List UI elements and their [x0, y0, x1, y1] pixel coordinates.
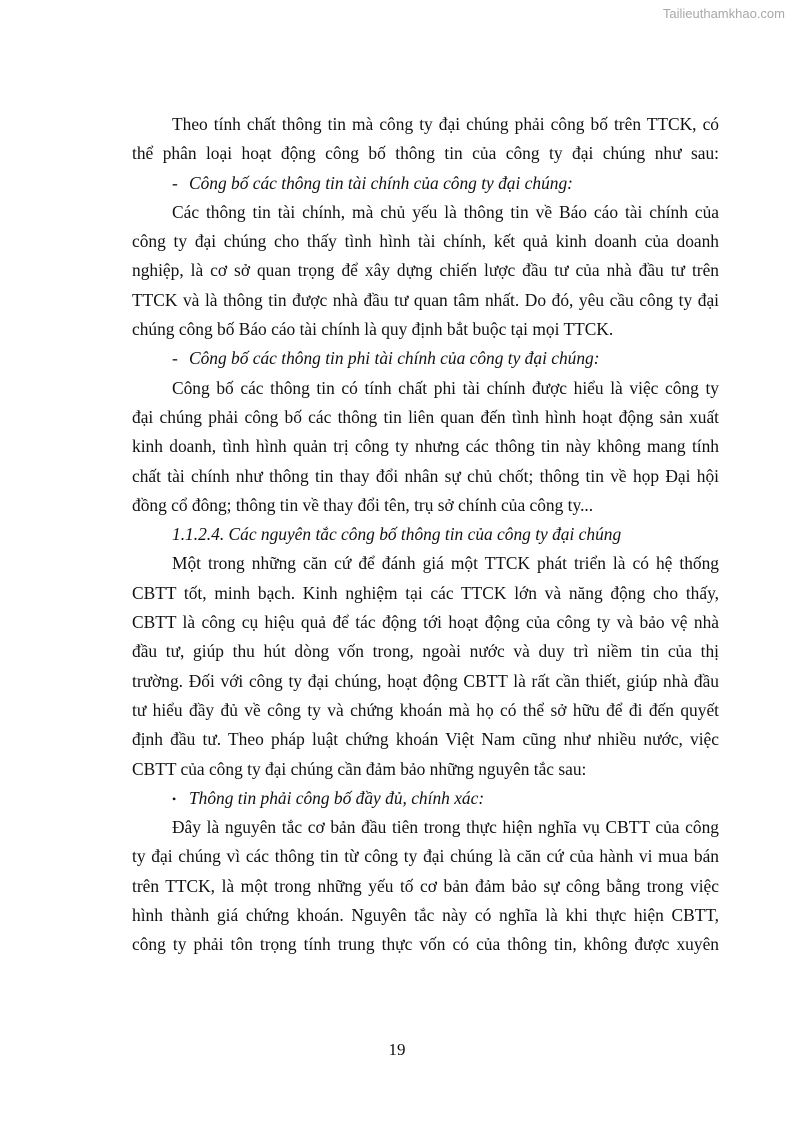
- paragraph-line: công ty đại chúng cho thấy tình hình tài chính, kết quả kinh doanh của doanh: [132, 231, 719, 252]
- bullet-mark: •: [172, 791, 177, 806]
- paragraph-line: thể phân loại hoạt động công bố thông tin của công ty đại chúng như sau:: [132, 143, 719, 164]
- paragraph-line: chất tài chính như thông tin thay đổi nhân sự chủ chốt; thông tin về họp Đại hội: [132, 465, 719, 486]
- paragraph-line: Đây là nguyên tắc cơ bản đầu tiên trong thực hiện nghĩa vụ CBTT của công: [172, 817, 719, 838]
- paragraph-line: công ty phải tôn trọng tính trung thực vốn có của thông tin, không được xuyên: [132, 934, 719, 955]
- section-heading: 1.1.2.4. Các nguyên tắc công bố thông tin của công ty đại chúng: [172, 524, 622, 545]
- paragraph-line: chúng công bố Báo cáo tài chính là quy định bắt buộc tại mọi TTCK.: [132, 319, 614, 340]
- dash-mark: -: [172, 348, 178, 369]
- paragraph-line: trên TTCK, là một trong những yếu tố cơ bản đảm bảo sự công bằng trong việc: [132, 875, 719, 896]
- dash-mark: -: [172, 172, 178, 193]
- page-number: 19: [388, 1040, 406, 1059]
- bullet-heading: [132, 784, 719, 813]
- paragraph-line: Các thông tin tài chính, mà chủ yếu là thông tin về Báo cáo tài chính của: [172, 201, 719, 222]
- paragraph-line: CBTT của công ty đại chúng cần đảm bảo những nguyên tắc sau:: [132, 758, 587, 779]
- watermark-text: Tailieuthamkhao.com: [662, 6, 785, 21]
- paragraph-line: Công bố các thông tin có tính chất phi tài chính được hiểu là việc công ty: [172, 377, 719, 398]
- paragraph-line: đại chúng phải công bố các thông tin liên quan đến tình hình hoạt động sản xuất: [132, 406, 719, 427]
- dash-heading: [132, 344, 719, 373]
- dash-heading: [132, 169, 719, 198]
- paragraph-line: CBTT là công cụ hiệu quả để tác động tới hoạt động của công ty và bảo vệ nhà: [132, 612, 719, 633]
- paragraph-line: đồng cổ đông; thông tin về thay đổi tên, trụ sở chính của công ty...: [132, 494, 594, 515]
- paragraph-line: tư hiểu đầy đủ về công ty và chứng khoán mà họ có thể sở hữu để đi đến quyết: [132, 699, 719, 720]
- document-body: [132, 110, 719, 960]
- paragraph-line: Một trong những căn cứ để đánh giá một TTCK phát triển là có hệ thống: [172, 553, 719, 574]
- paragraph-line: ty đại chúng vì các thông tin từ công ty đại chúng là căn cứ của hành vi mua bán: [132, 846, 719, 867]
- bullet-heading-text: Thông tin phải công bố đầy đủ, chính xác:: [189, 787, 485, 808]
- paragraph-line: CBTT tốt, minh bạch. Kinh nghiệm tại các TTCK lớn và năng động cho thấy,: [132, 582, 719, 603]
- paragraph-line: đầu tư, giúp thu hút dòng vốn trong, ngoài nước và duy trì niềm tin của thị: [132, 641, 719, 662]
- paragraph-line: kinh doanh, tình hình quản trị công ty nhưng các thông tin này không mang tính: [132, 436, 719, 457]
- paragraph-line: Theo tính chất thông tin mà công ty đại chúng phải công bố trên TTCK, có: [172, 114, 719, 134]
- dash-heading-text: Công bố các thông tin tài chính của công ty đại chúng:: [189, 172, 573, 193]
- paragraph-line: TTCK và là thông tin được nhà đầu tư quan tâm nhất. Do đó, yêu cầu công ty đại: [132, 289, 719, 310]
- paragraph-line: nghiệp, là cơ sở quan trọng để xây dựng chiến lược đầu tư của nhà đầu tư trên: [132, 260, 719, 281]
- paragraph-line: trường. Đối với công ty đại chúng, hoạt động CBTT là rất cần thiết, giúp nhà đầu: [132, 670, 719, 691]
- paragraph-line: định đầu tư. Theo pháp luật chứng khoán Việt Nam cũng như nhiều nước, việc: [132, 729, 719, 750]
- dash-heading-text: Công bố các thông tin phi tài chính của công ty đại chúng:: [189, 348, 600, 369]
- paragraph-line: hình thành giá chứng khoán. Nguyên tắc này có nghĩa là khi thực hiện CBTT,: [132, 905, 719, 926]
